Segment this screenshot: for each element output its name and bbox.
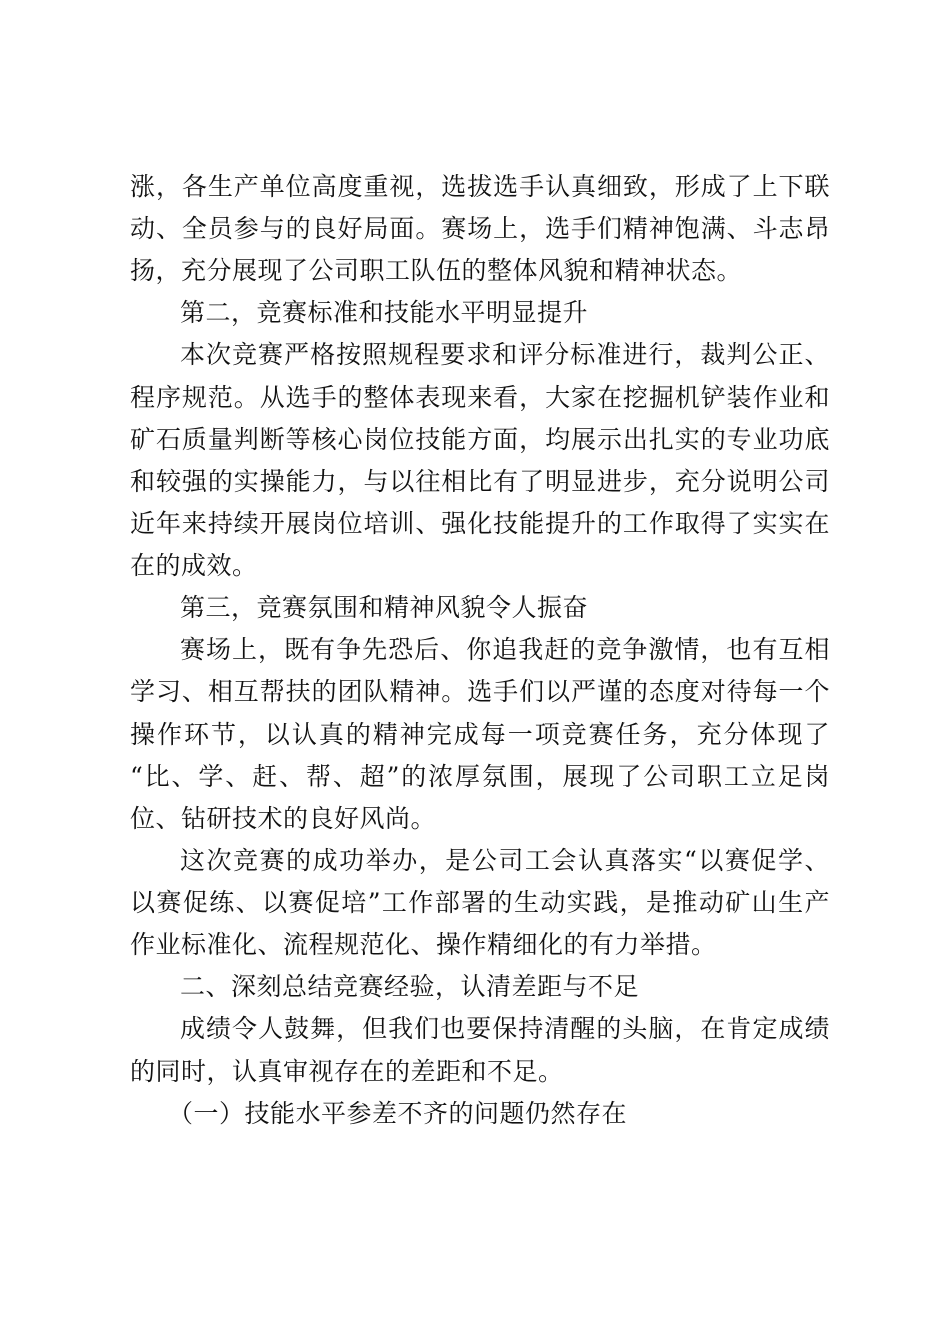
subsection-heading: （一）技能水平参差不齐的问题仍然存在 — [168, 1099, 628, 1128]
body-text-line: 程序规范。从选手的整体表现来看，大家在挖掘机铲装作业和 — [130, 383, 830, 412]
body-text-line: 和较强的实操能力，与以往相比有了明显进步，充分说明公司 — [130, 467, 830, 496]
section-heading: 第三，竞赛氛围和精神风貌令人振奋 — [180, 593, 589, 622]
body-text-line: 这次竞赛的成功举办，是公司工会认真落实“以赛促学、 — [180, 846, 830, 875]
body-text-line: 赛场上，既有争先恐后、你追我赶的竞争激情，也有互相 — [180, 635, 830, 664]
body-text-line: 动、全员参与的良好局面。赛场上，选手们精神饱满、斗志昂 — [130, 214, 830, 243]
section-heading: 第二，竞赛标准和技能水平明显提升 — [180, 298, 589, 327]
body-text-line: 操作环节，以认真的精神完成每一项竞赛任务，充分体现了 — [130, 720, 830, 749]
body-text-line: 扬，充分展现了公司职工队伍的整体风貌和精神状态。 — [130, 256, 743, 285]
body-text-line: 近年来持续开展岗位培训、强化技能提升的工作取得了实实在 — [130, 509, 830, 538]
body-text-line: 学习、相互帮扶的团队精神。选手们以严谨的态度对待每一个 — [130, 677, 830, 706]
body-text-line: 成绩令人鼓舞，但我们也要保持清醒的头脑，在肯定成绩 — [180, 1014, 830, 1043]
body-text-line: 的同时，认真审视存在的差距和不足。 — [130, 1057, 564, 1086]
body-text-line: 本次竞赛严格按照规程要求和评分标准进行，裁判公正、 — [180, 340, 830, 369]
body-text-line: 在的成效。 — [130, 551, 258, 580]
body-text-line: 涨，各生产单位高度重视，选拔选手认真细致，形成了上下联 — [130, 172, 830, 201]
body-text-line: 矿石质量判断等核心岗位技能方面，均展示出扎实的专业功底 — [130, 425, 830, 454]
body-text-line: 作业标准化、流程规范化、操作精细化的有力举措。 — [130, 930, 717, 959]
body-text-line: 以赛促练、以赛促培”工作部署的生动实践，是推动矿山生产 — [130, 888, 830, 917]
section-heading: 二、深刻总结竞赛经验，认清差距与不足 — [180, 972, 640, 1001]
body-text-line: “比、学、赶、帮、超”的浓厚氛围，展现了公司职工立足岗 — [130, 762, 830, 791]
body-text-line: 位、钻研技术的良好风尚。 — [130, 804, 437, 833]
